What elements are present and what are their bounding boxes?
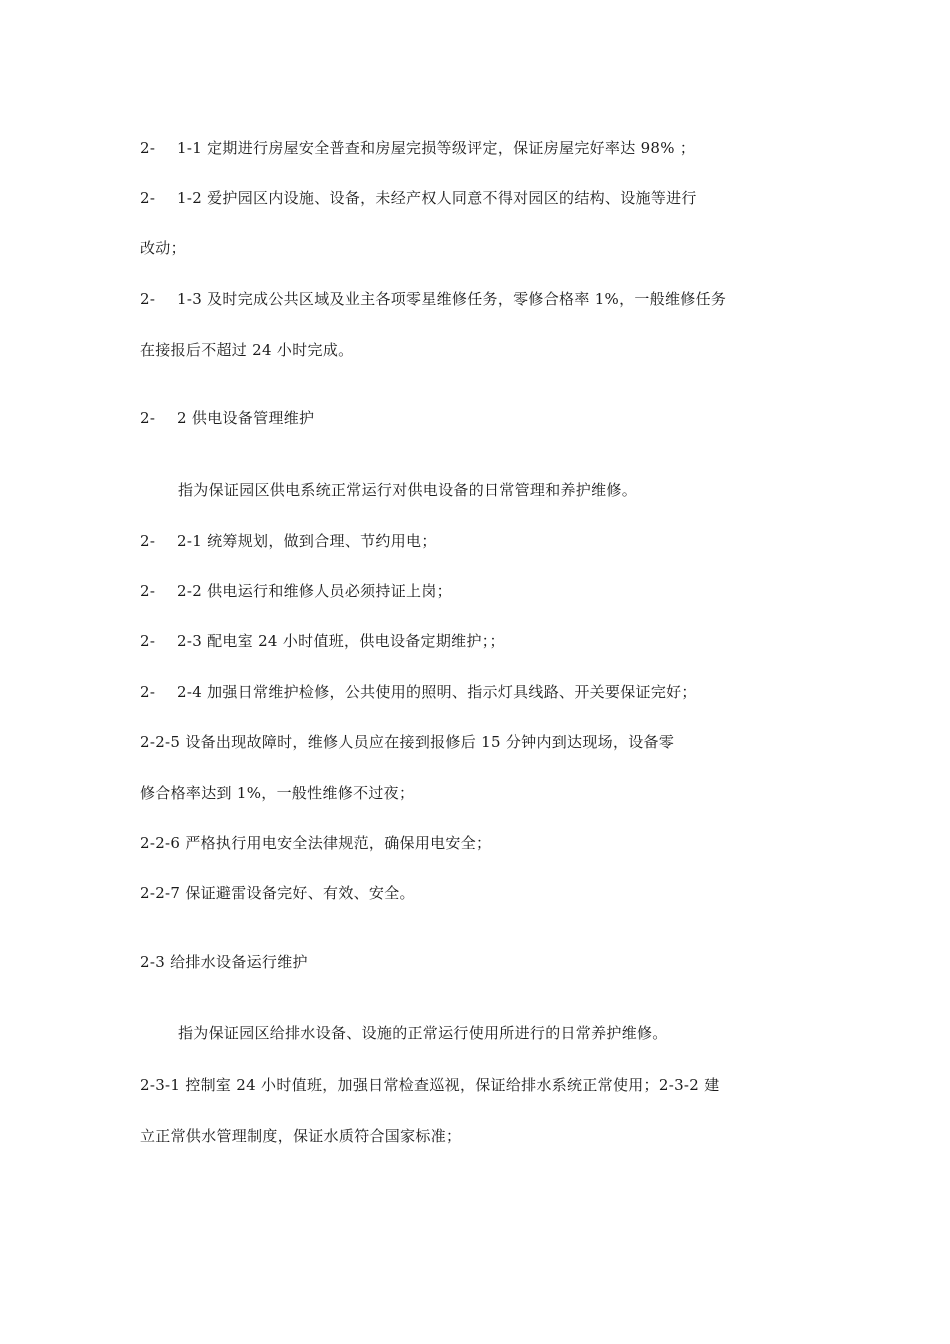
item-2-2-5-continuation: 修合格率达到 1%，一般性维修不过夜； xyxy=(140,784,415,802)
heading-prefix: 2- xyxy=(140,409,156,427)
item-prefix: 2- xyxy=(140,290,156,308)
item-prefix: 2- xyxy=(140,189,156,207)
item-text: 1-3 及时完成公共区域及业主各项零星维修任务，零修合格率 1%，一般维修任务 xyxy=(177,290,727,308)
item-prefix: 2- xyxy=(140,632,156,650)
section-2-3-intro: 指为保证园区给排水设备、设施的正常运行使用所进行的日常养护维修。 xyxy=(178,1024,668,1042)
item-2-2-4 xyxy=(140,682,697,702)
item-text: 1-1 定期进行房屋安全普查和房屋完损等级评定，保证房屋完好率达 98% ； xyxy=(177,139,696,157)
item-text: 2-3 配电室 24 小时值班，供电设备定期维护；； xyxy=(177,632,505,650)
item-prefix: 2- xyxy=(140,582,156,600)
item-prefix: 2- xyxy=(140,139,156,157)
heading-text: 2 供电设备管理维护 xyxy=(177,409,315,427)
item-2-2-3 xyxy=(140,631,505,651)
item-2-1-3 xyxy=(140,289,726,309)
item-2-2-7: 2-2-7 保证避雷设备完好、有效、安全。 xyxy=(140,884,415,902)
item-2-1-3-continuation: 在接报后不超过 24 小时完成。 xyxy=(140,341,354,359)
item-2-3-1: 2-3-1 控制室 24 小时值班，加强日常检查巡视，保证给排水系统正常使用；2-3-2 建 xyxy=(140,1076,720,1094)
item-text: 2-4 加强日常维护检修，公共使用的照明、指示灯具线路、开关要保证完好； xyxy=(177,683,697,701)
item-2-1-1 xyxy=(140,138,695,158)
item-prefix: 2- xyxy=(140,532,156,550)
section-2-2-heading xyxy=(140,408,314,428)
item-2-3-1-continuation: 立正常供水管理制度，保证水质符合国家标准； xyxy=(140,1127,462,1145)
item-2-1-2 xyxy=(140,188,697,208)
item-2-2-1 xyxy=(140,531,437,551)
item-text: 2-1 统筹规划，做到合理、节约用电； xyxy=(177,532,437,550)
section-2-3-heading: 2-3 给排水设备运行维护 xyxy=(140,953,308,971)
item-text: 1-2 爱护园区内设施、设备，未经产权人同意不得对园区的结构、设施等进行 xyxy=(177,189,697,207)
item-2-2-2 xyxy=(140,581,452,601)
item-2-1-2-continuation: 改动； xyxy=(140,239,186,257)
item-text: 2-2 供电运行和维修人员必须持证上岗； xyxy=(177,582,452,600)
item-2-2-5: 2-2-5 设备出现故障时，维修人员应在接到报修后 15 分钟内到达现场，设备零 xyxy=(140,733,675,751)
item-prefix: 2- xyxy=(140,683,156,701)
section-2-2-intro: 指为保证园区供电系统正常运行对供电设备的日常管理和养护维修。 xyxy=(178,481,638,499)
item-2-2-6: 2-2-6 严格执行用电安全法律规范，确保用电安全； xyxy=(140,834,492,852)
